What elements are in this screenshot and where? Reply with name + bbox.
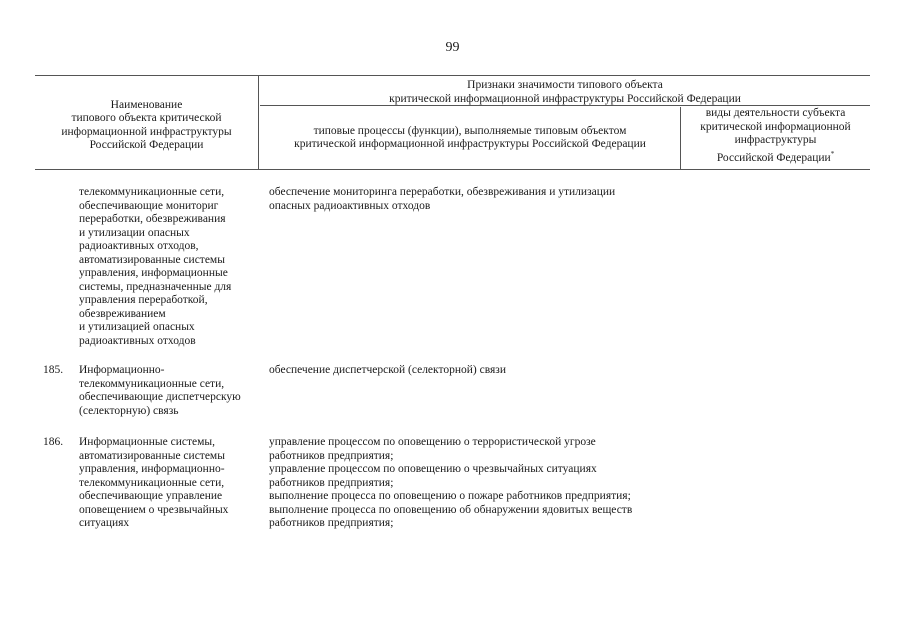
- row-number: 186.: [43, 436, 64, 448]
- header-text-line: критической информационной инфраструктуры Российской Федерации: [389, 92, 741, 105]
- cell-line: работников предприятия;: [269, 476, 394, 489]
- table-row: [35, 364, 870, 418]
- cell-line: Информационные системы,: [79, 436, 215, 448]
- cell-line: обеспечение диспетчерской (селекторной) связи: [269, 364, 506, 376]
- header-text-line: критической информационной: [700, 120, 851, 133]
- header-activity-types: [681, 107, 870, 169]
- cell-line: телекоммуникационные сети,: [79, 377, 225, 390]
- cell-line: управления переработкой,: [79, 294, 208, 306]
- row-processes: [269, 364, 689, 378]
- header-text-line: типовые процессы (функции), выполняемые типовым объектом: [313, 124, 627, 137]
- cell-line: управления, информационно-: [79, 463, 225, 475]
- cell-line: системы, предназначенные для: [79, 280, 232, 293]
- cell-line: и утилизации опасных: [79, 226, 190, 239]
- cell-line: выполнение процесса по оповещению об обнаружении ядовитых веществ: [269, 503, 633, 516]
- cell-line: и утилизацией опасных: [79, 321, 195, 333]
- cell-line: обеспечивающие мониториг: [79, 199, 219, 212]
- header-text-line: Наименование: [110, 98, 183, 111]
- header-text-line: Признаки значимости типового объекта: [467, 79, 663, 91]
- row-object-name: [79, 186, 264, 348]
- cell-line: обеспечивающие диспетчерскую: [79, 391, 241, 403]
- cell-line: оповещением о чрезвычайных: [79, 503, 229, 516]
- cell-line: радиоактивных отходов: [79, 334, 196, 347]
- cell-line: Информационно-: [79, 364, 165, 376]
- cell-line: работников предприятия;: [269, 449, 394, 462]
- cell-line: переработки, обезвреживания: [79, 213, 226, 225]
- table-row: [35, 186, 870, 348]
- row-object-name: [79, 364, 264, 418]
- header-typical-processes: [260, 107, 681, 169]
- row-processes: [269, 436, 689, 531]
- cell-line: обеспечивающие управление: [79, 490, 223, 502]
- cell-line: (селекторную) связь: [79, 404, 179, 417]
- header-object-name: [35, 76, 259, 169]
- header-text-line: инфраструктуры: [734, 134, 817, 146]
- cell-line: автоматизированные системы: [79, 253, 225, 266]
- header-significance-signs: [260, 76, 870, 106]
- cell-line: обеспечение мониторинга переработки, обезвреживания и утилизации: [269, 186, 616, 198]
- cell-line: телекоммуникационные сети,: [79, 476, 225, 489]
- cell-line: телекоммуникационные сети,: [79, 186, 225, 198]
- row-processes: [269, 186, 689, 213]
- cell-line: ситуациях: [79, 517, 130, 529]
- table-header: [35, 75, 870, 170]
- row-object-name: [79, 436, 264, 531]
- cell-line: управления, информационные: [79, 267, 228, 279]
- row-number: 185.: [43, 364, 64, 376]
- footnote-mark: *: [830, 149, 835, 158]
- cell-line: радиоактивных отходов,: [79, 240, 199, 252]
- page-number: 99: [445, 40, 460, 55]
- header-text-line: [681, 148, 870, 165]
- cell-line: управление процессом по оповещению о чрезвычайных ситуациях: [269, 463, 597, 475]
- header-text-line: виды деятельности субъекта: [705, 107, 846, 119]
- cell-line: выполнение процесса по оповещению о пожаре работников предприятия;: [269, 490, 631, 502]
- header-text-line: типового объекта критической: [71, 112, 222, 124]
- header-text-line: информационной инфраструктуры: [61, 125, 232, 138]
- criteria-table: [35, 75, 870, 531]
- cell-line: работников предприятия;: [269, 517, 394, 529]
- header-text: Российской Федерации: [716, 151, 831, 164]
- cell-line: опасных радиоактивных отходов: [269, 199, 431, 212]
- header-text-line: критической информационной инфраструктуры Российской Федерации: [294, 138, 646, 150]
- cell-line: автоматизированные системы: [79, 449, 225, 462]
- table-body: [35, 186, 870, 531]
- table-row: [35, 436, 870, 531]
- cell-line: управление процессом по оповещению о террористической угрозе: [269, 436, 596, 448]
- header-text-line: Российской Федерации: [89, 139, 204, 151]
- cell-line: обезвреживанием: [79, 307, 166, 320]
